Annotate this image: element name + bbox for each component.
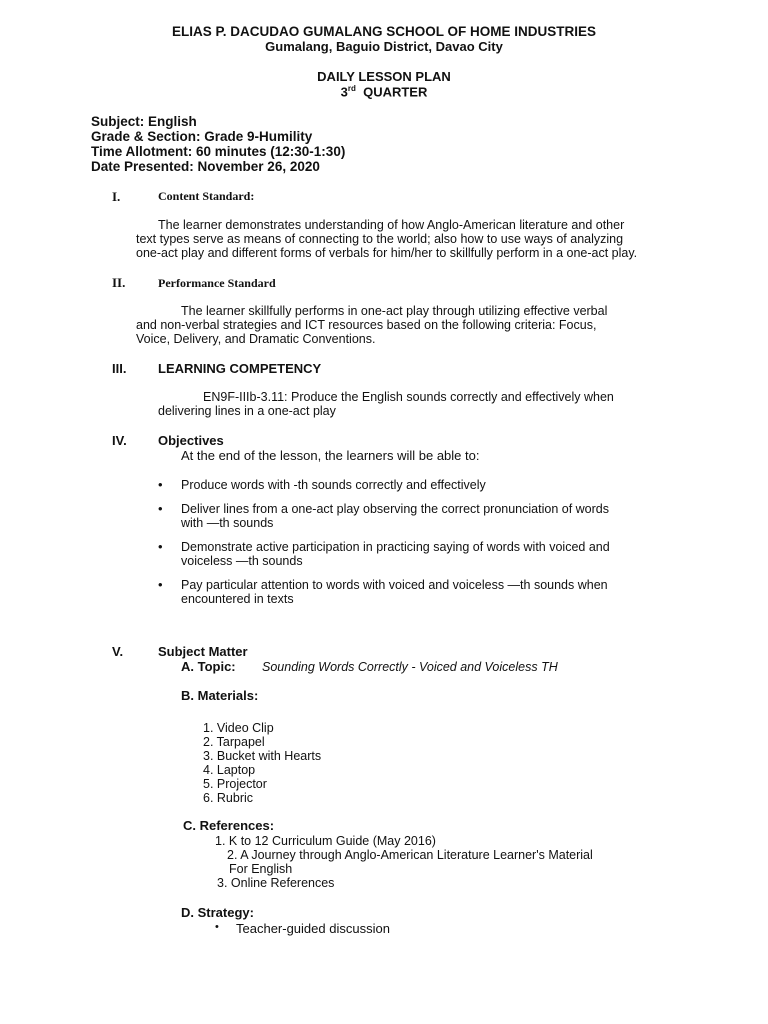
performance-standard-line-2: and non-verbal strategies and ICT resources based on the following criteria: Focus, — [136, 318, 597, 332]
materials-label: B. Materials: — [181, 688, 259, 703]
section-2-number: II. — [112, 275, 126, 290]
objective-1: Produce words with -th sounds correctly and effectively — [181, 478, 486, 492]
quarter-number: 3 — [340, 84, 348, 100]
material-item: 3. Bucket with Hearts — [203, 749, 322, 763]
section-3-number: III. — [112, 361, 127, 376]
section-1-title: Content Standard: — [158, 189, 255, 203]
reference-item: 1. K to 12 Curriculum Guide (May 2016) — [215, 834, 436, 848]
subject-line: Subject: English — [91, 114, 197, 129]
time-line: Time Allotment: 60 minutes (12:30-1:30) — [91, 144, 346, 159]
grade-line: Grade & Section: Grade 9-Humility — [91, 129, 313, 144]
references-label: C. References: — [183, 818, 275, 833]
bullet-icon: • — [158, 477, 163, 492]
section-2-title: Performance Standard — [158, 276, 276, 290]
material-item: 6. Rubric — [203, 791, 254, 805]
reference-item-continued: For English — [229, 862, 293, 876]
document-title: DAILY LESSON PLAN — [317, 69, 451, 84]
bullet-icon: • — [158, 539, 163, 554]
objective-3-line-1: Demonstrate active participation in practicing saying of words with voiced and — [181, 540, 610, 554]
quarter-word: QUARTER — [363, 84, 428, 100]
strategy-label: D. Strategy: — [181, 905, 254, 920]
school-address: Gumalang, Baguio District, Davao City — [265, 39, 503, 54]
objective-2-line-1: Deliver lines from a one-act play observing the correct pronunciation of words — [181, 502, 609, 516]
bullet-icon: • — [158, 501, 163, 516]
content-standard-line-3: one-act play and different forms of verbals for him/her to skillfully perform in a one-act play. — [136, 246, 638, 260]
school-name: ELIAS P. DACUDAO GUMALANG SCHOOL OF HOME INDUSTRIES — [171, 24, 597, 39]
topic-label: A. Topic: — [181, 659, 236, 674]
date-line: Date Presented: November 26, 2020 — [91, 159, 320, 174]
objective-4-line-1: Pay particular attention to words with voiced and voiceless —th sounds when — [181, 578, 608, 592]
objective-3-line-2: voiceless —th sounds — [181, 554, 303, 568]
objective-4-line-2: encountered in texts — [181, 592, 294, 606]
material-item: 2. Tarpapel — [203, 735, 265, 749]
section-5-number: V. — [112, 644, 124, 659]
competency-line-2: delivering lines in a one-act play — [158, 404, 336, 418]
performance-standard-line-1: The learner skillfully performs in one-act play through utilizing effective verbal — [181, 304, 608, 318]
content-standard-line-2: text types serve as means of connecting to the world; also how to use ways of analyzing — [136, 232, 624, 246]
reference-item: 2. A Journey through Anglo-American Literature Learner's Material — [227, 848, 593, 862]
quarter-suffix: rd — [347, 84, 356, 93]
section-5-title: Subject Matter — [158, 644, 248, 659]
section-4-title: Objectives — [158, 433, 224, 448]
performance-standard-line-3: Voice, Delivery, and Dramatic Conventions. — [136, 332, 376, 346]
section-1-number: I. — [112, 189, 121, 204]
bullet-icon: • — [158, 577, 163, 592]
material-item: 1. Video Clip — [203, 721, 274, 735]
section-3-title: LEARNING COMPETENCY — [158, 361, 322, 376]
material-item: 4. Laptop — [203, 763, 256, 777]
quarter-heading — [0, 84, 768, 99]
topic-value: Sounding Words Correctly - Voiced and Voiceless TH — [262, 660, 558, 674]
competency-line-1: EN9F-IIIb-3.11: Produce the English sounds correctly and effectively when — [203, 390, 614, 404]
material-item: 5. Projector — [203, 777, 267, 791]
reference-item: 3. Online References — [217, 876, 335, 890]
content-standard-line-1: The learner demonstrates understanding of how Anglo-American literature and other — [158, 218, 625, 232]
objectives-intro: At the end of the lesson, the learners will be able to: — [181, 448, 480, 463]
bullet-icon: • — [215, 921, 219, 933]
strategy-item: Teacher-guided discussion — [236, 921, 390, 936]
objective-2-line-2: with —th sounds — [181, 516, 274, 530]
section-4-number: IV. — [112, 433, 127, 448]
